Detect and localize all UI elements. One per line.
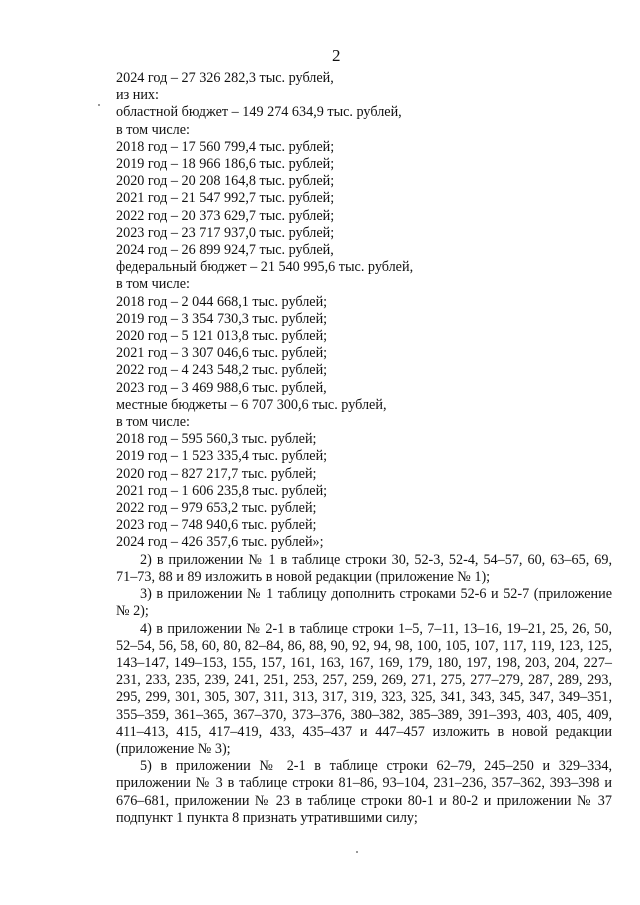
budget-line: в том числе:	[116, 414, 190, 431]
budget-line: федеральный бюджет – 21 540 995,6 тыс. рублей,	[116, 259, 414, 276]
budget-line: 2023 год – 23 717 937,0 тыс. рублей;	[116, 224, 335, 241]
budget-line: местные бюджеты – 6 707 300,6 тыс. рублей,	[116, 396, 387, 413]
budget-line: 2021 год – 21 547 992,7 тыс. рублей;	[116, 190, 335, 207]
paragraph-item-4: 4) в приложении № 2-1 в таблице строки 1–5, 7–11, 13–16, 19–21, 25, 26, 50, 52–54, 56, 58, 60, 80, 82–84, 86, 88, 90, 92, 94, 98, 100, 105, 107, 117, 119, 123, 125, 143–147, 149–153, 155, 157, 161, 163, 167, 169, 179, 180, 197, 198, 203, 204, 227–231, 233, 235, 239, 241, 251, 253, 257, 259, 269, 271, 275, 277–279, 287, 289, 293, 295, 299, 301, 305, 307, 311, 313, 317, 319, 323, 325, 341, 343, 345, 347, 349–351, 355–359, 361–365, 367–370, 373–376, 380–382, 385–389, 391–393, 403, 405, 409, 411–413, 415, 417–419, 433, 435–437 и 447–457 изложить в новой редакции (приложение № 3);	[116, 620, 612, 757]
budget-line: 2022 год – 20 373 629,7 тыс. рублей;	[116, 207, 335, 224]
budget-line: 2022 год – 979 653,2 тыс. рублей;	[116, 500, 317, 517]
budget-line: 2021 год – 3 307 046,6 тыс. рублей;	[116, 345, 328, 362]
budget-line: 2019 год – 18 966 186,6 тыс. рублей;	[116, 156, 335, 173]
budget-line: 2018 год – 17 560 799,4 тыс. рублей;	[116, 138, 335, 155]
budget-line: 2021 год – 1 606 235,8 тыс. рублей;	[116, 482, 328, 499]
paragraph-item-3: 3) в приложении № 1 таблицу дополнить строками 52-6 и 52-7 (приложение № 2);	[116, 586, 612, 620]
budget-line: 2023 год – 748 940,6 тыс. рублей;	[116, 517, 317, 534]
budget-list	[116, 70, 612, 552]
paragraph-item-5: 5) в приложении № 2-1 в таблице строки 62–79, 245–250 и 329–334, приложении № 3 в таблице строки 81–86, 93–104, 231–236, 357–362, 393–398 и 676–681, приложении № 23 в таблице строки 80-1 и 80-2 и приложении № 37 подпункт 1 пункта 8 признать утратившими силу;	[116, 758, 612, 826]
scan-speck	[98, 104, 100, 106]
budget-line: 2019 год – 3 354 730,3 тыс. рублей;	[116, 310, 328, 327]
scan-speck	[356, 851, 358, 853]
budget-line: 2019 год – 1 523 335,4 тыс. рублей;	[116, 448, 328, 465]
budget-line: 2020 год – 20 208 164,8 тыс. рублей;	[116, 173, 335, 190]
budget-line: 2022 год – 4 243 548,2 тыс. рублей;	[116, 362, 328, 379]
budget-line: в том числе:	[116, 121, 190, 138]
page-number: 2	[332, 46, 341, 65]
budget-line: в том числе:	[116, 276, 190, 293]
document-body	[116, 70, 612, 827]
paragraph-item-2: 2) в приложении № 1 в таблице строки 30, 52-3, 52-4, 54–57, 60, 63–65, 69, 71–73, 88 и 89 изложить в новой редакции (приложение № 1);	[116, 551, 612, 585]
budget-line: 2018 год – 2 044 668,1 тыс. рублей;	[116, 293, 328, 310]
budget-line: 2024 год – 26 899 924,7 тыс. рублей,	[116, 242, 334, 259]
budget-line: из них:	[116, 87, 159, 104]
budget-line: 2023 год – 3 469 988,6 тыс. рублей,	[116, 379, 327, 396]
budget-line: 2024 год – 426 357,6 тыс. рублей»;	[116, 534, 324, 551]
budget-line: 2020 год – 827 217,7 тыс. рублей;	[116, 465, 317, 482]
budget-line: 2020 год – 5 121 013,8 тыс. рублей;	[116, 328, 328, 345]
budget-line: 2024 год – 27 326 282,3 тыс. рублей,	[116, 70, 334, 86]
budget-line: областной бюджет – 149 274 634,9 тыс. рублей,	[116, 104, 402, 121]
budget-line: 2018 год – 595 560,3 тыс. рублей;	[116, 431, 317, 448]
